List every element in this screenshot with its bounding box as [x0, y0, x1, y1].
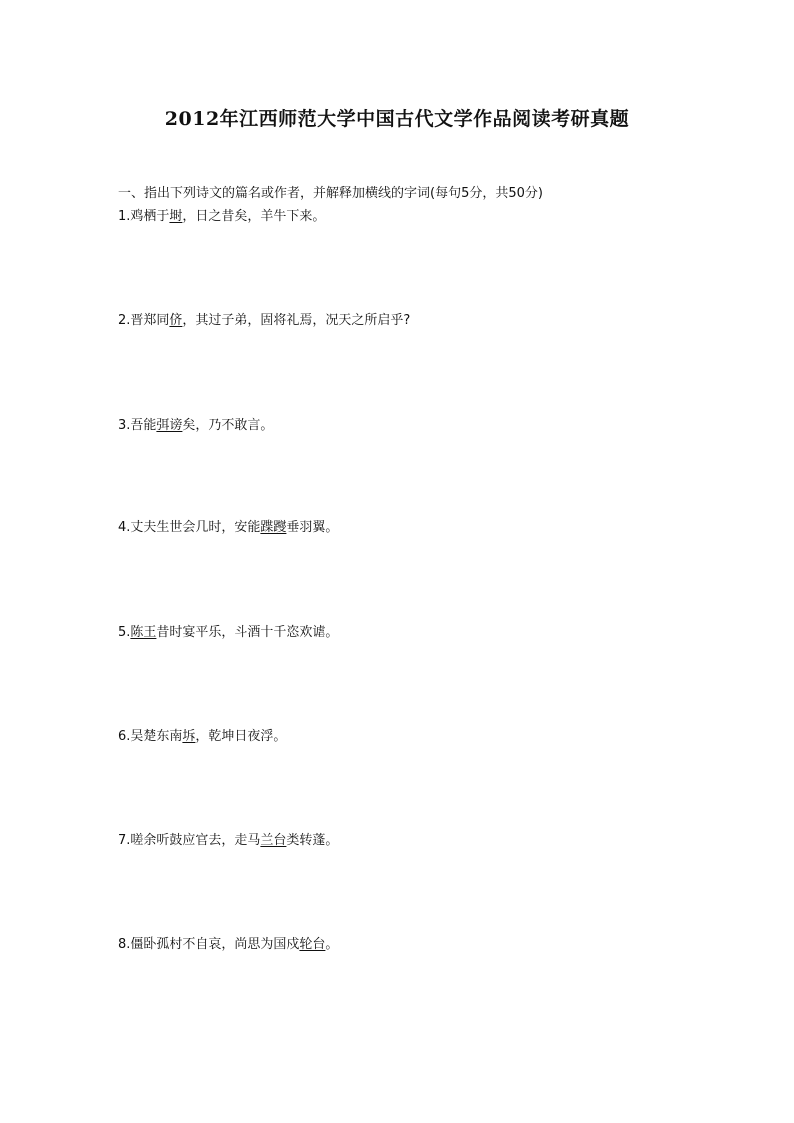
question-text: 2.晋郑同: [118, 313, 170, 328]
underlined-term: 蹀躞: [260, 520, 287, 535]
underlined-term: 侪: [169, 313, 183, 328]
question-text: 昔时宴平乐，斗酒十千恣欢谑。: [156, 625, 339, 640]
question-text: 3.吾能: [118, 418, 157, 433]
question-text: 8.僵卧孤村不自哀，尚思为国戍: [118, 937, 300, 952]
question-text: 垂羽翼。: [286, 520, 339, 535]
section-heading: 一、指出下列诗文的篇名或作者，并解释加横线的字词(每句5分，共50分): [118, 186, 543, 201]
question-8: [118, 933, 338, 952]
question-text: 7.嗟余听鼓应官去，走马: [118, 833, 261, 848]
question-text: ，其过子弟，固将礼焉，况天之所启乎?: [182, 313, 411, 328]
question-text: 1.鸡栖于: [118, 209, 170, 224]
question-text: 5.: [118, 625, 131, 640]
question-text: ，日之昔矣，羊牛下来。: [182, 209, 326, 224]
underlined-term: 轮台: [299, 937, 326, 952]
question-text: ，乾坤日夜浮。: [195, 729, 287, 744]
question-1: [118, 205, 325, 224]
question-text: 4.丈夫生世会几时，安能: [118, 520, 261, 535]
question-6: [118, 725, 286, 744]
underlined-term: 坼: [182, 729, 196, 744]
underlined-term: 弭谤: [156, 418, 183, 433]
underlined-term: 兰台: [260, 833, 287, 848]
question-text: 类转蓬。: [286, 833, 339, 848]
question-text: 。: [325, 937, 339, 952]
underlined-term: 埘: [169, 209, 183, 224]
question-4: [118, 516, 338, 535]
question-text: 矣，乃不敢言。: [182, 418, 274, 433]
underlined-term: 陈王: [130, 625, 157, 640]
page-title: 2012年江西师范大学中国古代文学作品阅读考研真题: [164, 108, 630, 130]
question-text: 6.吴楚东南: [118, 729, 183, 744]
question-2: [118, 309, 410, 328]
question-3: [118, 414, 273, 433]
question-5: [118, 621, 338, 640]
question-7: [118, 829, 338, 848]
